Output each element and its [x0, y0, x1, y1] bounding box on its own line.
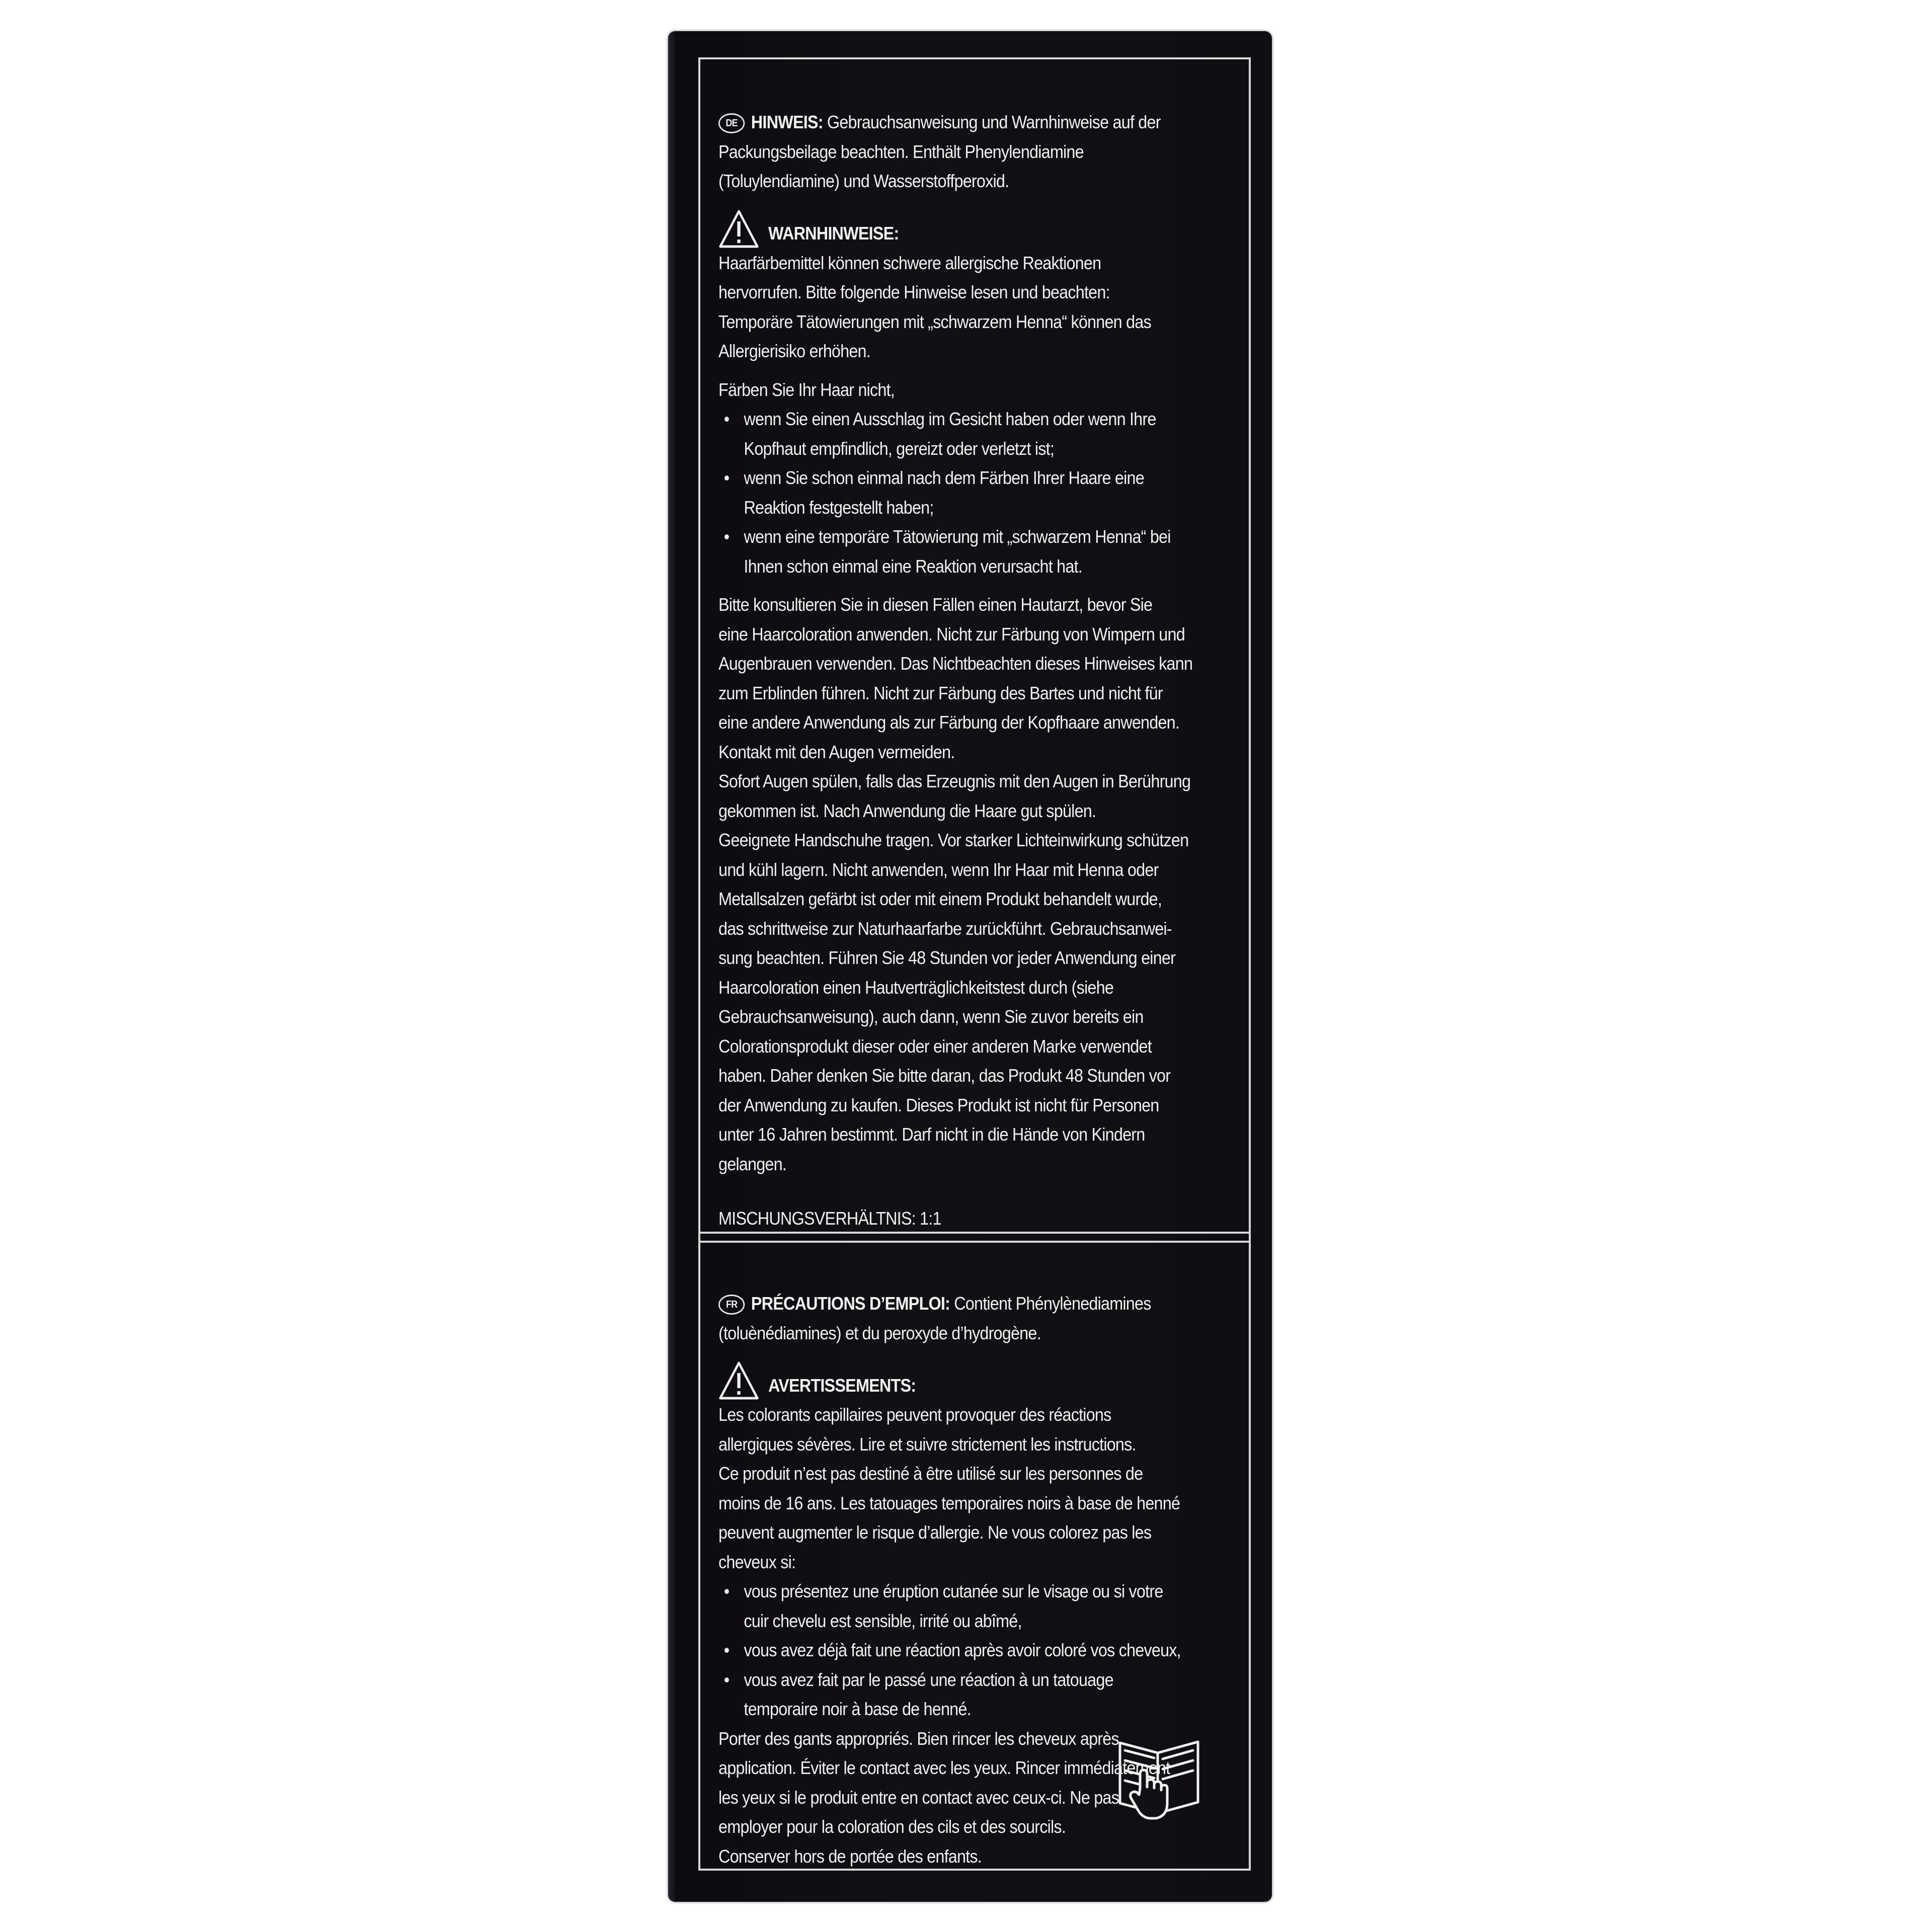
- bullet-list-fr: [718, 1577, 1235, 1724]
- warn-paragraph-fr: Les colorants capillaires peuvent provoquer des réactions allergiques sévères. Lire et suivre strictement les instructions. Ce produit n’est pas destiné à être utilisé sur les personnes de moins de 16 ans. Les tatouages temporaires noirs à base de henné peuvent augmenter le risque d’allergie. Ne vous colorez pas les cheveux si:: [718, 1404, 1180, 1572]
- warn-line: Allergierisiko erhöhen.: [718, 341, 870, 361]
- product-box-back: [668, 31, 1272, 1902]
- list-item: • vous présentez une éruption cutanée sur le visage ou si votre cuir chevelu est sensible, irrité ou abîmé,: [744, 1577, 1235, 1636]
- hinweis-paragraph: [718, 108, 1235, 196]
- list-item: • wenn Sie einen Ausschlag im Gesicht haben oder wenn Ihre Kopfhaut empfindlich, gereizt oder verletzt ist;: [744, 405, 1235, 463]
- list-item: • vous avez fait par le passé une réaction à un tatouage temporaire noir à base de henné.: [744, 1665, 1235, 1724]
- intro-de: Färben Sie Ihr Haar nicht,: [718, 379, 895, 400]
- box-side-edge: [668, 31, 675, 1902]
- warn-title: AVERTISSEMENTS:: [768, 1375, 916, 1396]
- warning-triangle-icon: [718, 1361, 759, 1400]
- list-item: • wenn eine temporäre Tätowierung mit „schwarzem Henna“ bei Ihnen schon einmal eine Reaktion verursacht hat.: [744, 522, 1235, 581]
- precautions-paragraph: FR PRÉCAUTIONS D’EMPLOI: Contient Phénylènediamines (toluènédiamines) et du peroxyde d’hydrogène.: [718, 1293, 1151, 1343]
- read-leaflet-icon: [1110, 1728, 1211, 1823]
- panel-french: [698, 1232, 1251, 1871]
- hinweis-line: Gebrauchsanweisung und Warnhinweise auf der: [823, 112, 1161, 132]
- mix-ratio: MISCHUNGSVERHÄLTNIS: 1:1: [718, 1208, 941, 1229]
- warn-paragraph-de: [718, 249, 1235, 366]
- hinweis-line: Packungsbeilage beachten. Enthält Phenylendiamine: [718, 141, 1084, 162]
- warn-title: WARNHINWEISE:: [768, 223, 899, 244]
- warn-line: Haarfärbemittel können schwere allergische Reaktionen: [718, 252, 1101, 273]
- bullet-list-de: [718, 405, 1235, 581]
- list-item: • wenn Sie schon einmal nach dem Färben Ihrer Haare eine Reaktion festgestellt haben;: [744, 463, 1235, 522]
- list-item: • vous avez déjà fait une réaction après avoir coloré vos cheveux,: [744, 1636, 1235, 1665]
- panel-german: [698, 57, 1251, 1243]
- warning-triangle-icon: [718, 209, 759, 249]
- closing-paragraph-fr: Porter des gants appropriés. Bien rincer les cheveux après application. Éviter le contact avec les yeux. Rincer immédiatement les yeux si le produit entre en contact avec ceux-ci. Ne pas employer pour la coloration des cils et des sourcils. Conserver hors de portée des enfants.: [718, 1728, 1170, 1867]
- lang-badge-fr: FR: [718, 1295, 745, 1315]
- warn-line: hervorrufen. Bitte folgende Hinweise lesen und beachten:: [718, 282, 1110, 302]
- warn-heading-de: [718, 209, 1235, 249]
- body-paragraph-de: Bitte konsultieren Sie in diesen Fällen einen Hautarzt, bevor Sie eine Haarcoloration anwenden. Nicht zur Färbung von Wimpern und Augenbrauen verwenden. Das Nichtbeachten dieses Hinweises kann zum Erblinden führen. Nicht zur Färbung des Bartes und nicht für eine andere Anwendung als zur Färbung der Kopfhaare anwenden. Kontakt mit den Augen vermeiden. Sofort Augen spülen, falls das Erzeugnis mit den Augen in Berührung gekommen ist. Nach Anwendung die Haare gut spülen. Geeignete Handschuhe tragen. Vor starker Lichteinwirkung schützen und kühl lagern. Nicht anwenden, wenn Ihr Haar mit Henna oder Metallsalzen gefärbt ist oder mit einem Produkt behandelt wurde, das schrittweise zur Naturhaarfarbe zurückführt. Gebrauchsanwei- sung beachten. Führen Sie 48 Stunden vor jeder Anwendung einer Haarcoloration einen Hautverträglichkeitstest durch (siehe Gebrauchsanweisung), auch dann, wenn Sie zuvor bereits ein Colorationsprodukt dieser oder einer anderen Marke verwendet haben. Daher denken Sie bitte daran, das Produkt 48 Stunden vor der Anwendung zu kaufen. Dieses Produkt ist nicht für Personen unter 16 Jahren bestimmt. Darf nicht in die Hände von Kindern gelangen.: [718, 594, 1193, 1174]
- hinweis-label: HINWEIS:: [751, 112, 823, 132]
- german-text: [718, 108, 1235, 1234]
- warn-heading-fr: [718, 1361, 1235, 1400]
- lang-badge-de: DE: [718, 113, 745, 133]
- warn-line: Temporäre Tätowierungen mit „schwarzem Henna“ können das: [718, 311, 1151, 332]
- hinweis-line: (Toluylendiamine) und Wasserstoffperoxid.: [718, 171, 1009, 191]
- precautions-label: PRÉCAUTIONS D’EMPLOI:: [751, 1293, 950, 1314]
